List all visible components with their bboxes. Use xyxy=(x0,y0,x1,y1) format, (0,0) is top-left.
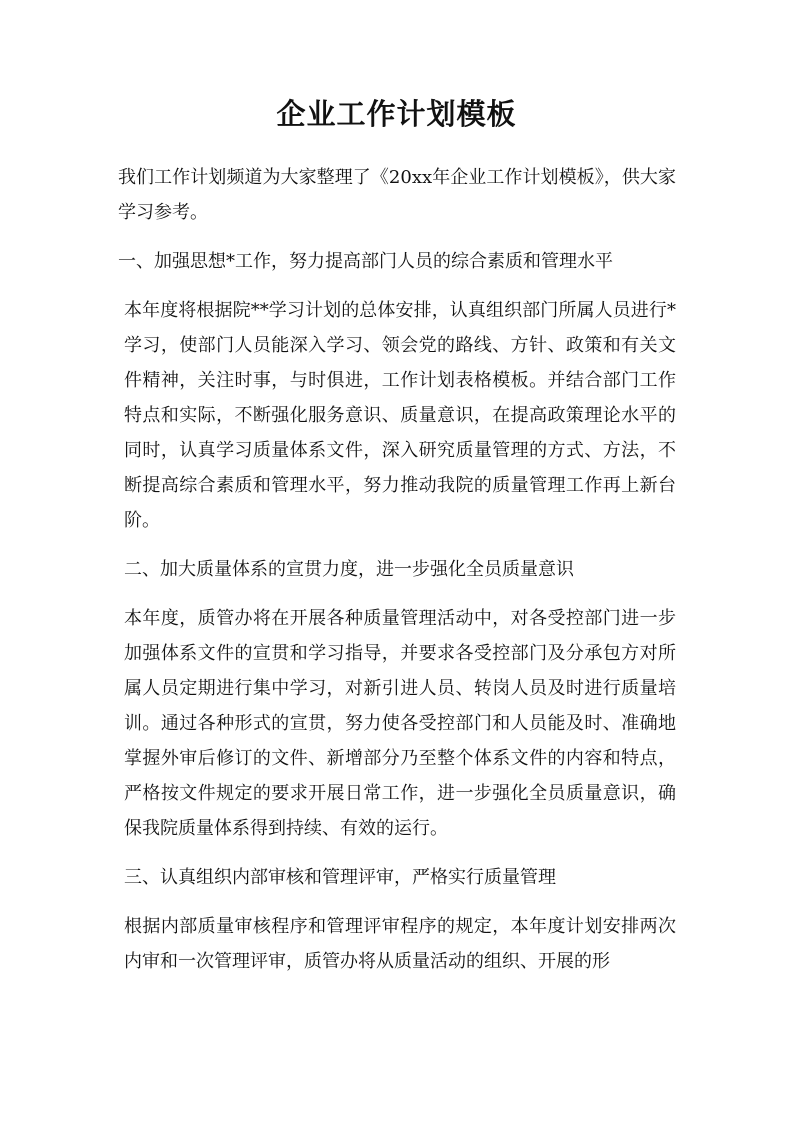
document-body xyxy=(118,160,676,993)
section-heading-2: 二、加大质量体系的宣贯力度，进一步强化全员质量意识 xyxy=(124,559,574,580)
section-heading-1: 一、加强思想*工作，努力提高部门人员的综合素质和管理水平 xyxy=(118,251,613,272)
section-paragraph-2: 本年度，质管办将在开展各种质量管理活动中，对各受控部门进一步加强体系文件的宣贯和学习指导，并要求各受控部门及分承包方对所属人员定期进行集中学习，对新引进人员、转岗人员及时进行质量培训。通过各种形式的宣贯，努力使各受控部门和人员能及时、准确地掌握外审后修订的文件、新增部分乃至整个体系文件的内容和特点，严格按文件规定的要求开展日常工作，进一步强化全员质量意识，确保我院质量体系得到持续、有效的运行。 xyxy=(124,608,676,839)
section-heading-3: 三、认真组织内部审核和管理评审，严格实行质量管理 xyxy=(124,867,556,888)
intro-paragraph: 我们工作计划频道为大家整理了《20xx年企业工作计划模板》，供大家学习参考。 xyxy=(118,167,676,223)
section-paragraph-1: 本年度将根据院**学习计划的总体安排，认真组织部门所属人员进行*学习，使部门人员能深入学习、领会党的路线、方针、政策和有关文件精神，关注时事，与时俱进，工作计划表格模板。并结合部门工作特点和实际，不断强化服务意识、质量意识，在提高政策理论水平的同时，认真学习质量体系文件，深入研究质量管理的方式、方法，不断提高综合素质和管理水平，努力推动我院的质量管理工作再上新台阶。 xyxy=(124,300,676,531)
document-title: 企业工作计划模板 xyxy=(276,97,517,131)
section-paragraph-3: 根据内部质量审核程序和管理评审程序的规定，本年度计划安排两次内审和一次管理评审，质管办将从质量活动的组织、开展的形 xyxy=(124,916,676,972)
